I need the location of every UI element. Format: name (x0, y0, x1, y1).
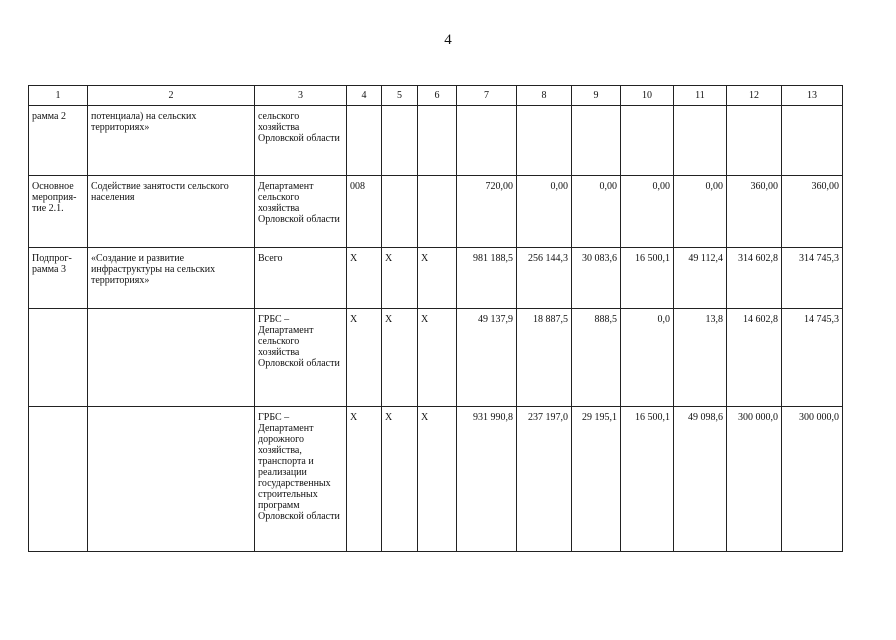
cell (572, 106, 621, 176)
header-cell: 3 (255, 86, 347, 106)
cell: Департамент сельского хозяйства Орловской области (255, 176, 347, 248)
cell: 360,00 (727, 176, 782, 248)
header-cell: 5 (382, 86, 418, 106)
header-cell: 12 (727, 86, 782, 106)
cell: рамма 2 (29, 106, 88, 176)
cell: X (347, 309, 382, 407)
cell: «Создание и развитие инфраструктуры на сельских территориях» (88, 248, 255, 309)
cell (88, 407, 255, 552)
cell: 300 000,0 (727, 407, 782, 552)
cell (782, 106, 843, 176)
cell: X (347, 407, 382, 552)
table-row (29, 309, 843, 407)
header-cell: 10 (621, 86, 674, 106)
cell: 30 083,6 (572, 248, 621, 309)
cell: 360,00 (782, 176, 843, 248)
cell: 256 144,3 (517, 248, 572, 309)
header-cell: 8 (517, 86, 572, 106)
cell: 888,5 (572, 309, 621, 407)
header-cell: 6 (418, 86, 457, 106)
header-cell: 11 (674, 86, 727, 106)
header-cell: 7 (457, 86, 517, 106)
cell: 314 602,8 (727, 248, 782, 309)
cell (347, 106, 382, 176)
cell: X (418, 309, 457, 407)
cell: 0,00 (621, 176, 674, 248)
cell: 49 098,6 (674, 407, 727, 552)
cell: X (347, 248, 382, 309)
cell: X (418, 248, 457, 309)
cell (418, 106, 457, 176)
cell (674, 106, 727, 176)
cell: 16 500,1 (621, 407, 674, 552)
header-cell: 2 (88, 86, 255, 106)
cell: 008 (347, 176, 382, 248)
cell: 720,00 (457, 176, 517, 248)
cell: 49 112,4 (674, 248, 727, 309)
cell (88, 309, 255, 407)
cell: 0,00 (674, 176, 727, 248)
table-header-row (29, 86, 843, 106)
cell: X (382, 248, 418, 309)
header-cell: 1 (29, 86, 88, 106)
cell: 16 500,1 (621, 248, 674, 309)
cell: 14 602,8 (727, 309, 782, 407)
table-row (29, 106, 843, 176)
cell (457, 106, 517, 176)
cell (621, 106, 674, 176)
cell: ГРБС – Департамент сельского хозяйства Орловской области (255, 309, 347, 407)
cell: потенциала) на сельских территориях» (88, 106, 255, 176)
cell: X (382, 407, 418, 552)
cell: сельского хозяйства Орловской области (255, 106, 347, 176)
table-row (29, 176, 843, 248)
cell (418, 176, 457, 248)
table-row (29, 248, 843, 309)
page-number: 4 (444, 32, 452, 48)
cell: 314 745,3 (782, 248, 843, 309)
cell: 13,8 (674, 309, 727, 407)
cell: 237 197,0 (517, 407, 572, 552)
cell: 981 188,5 (457, 248, 517, 309)
cell: 18 887,5 (517, 309, 572, 407)
cell (29, 407, 88, 552)
cell: Основное мероприя-тие 2.1. (29, 176, 88, 248)
cell: Содействие занятости сельского населения (88, 176, 255, 248)
cell: Всего (255, 248, 347, 309)
budget-table (28, 85, 843, 552)
cell (382, 106, 418, 176)
cell: Подпрог-рамма 3 (29, 248, 88, 309)
cell (29, 309, 88, 407)
cell: 0,00 (572, 176, 621, 248)
cell: X (418, 407, 457, 552)
cell: X (382, 309, 418, 407)
cell (382, 176, 418, 248)
header-cell: 9 (572, 86, 621, 106)
cell: 14 745,3 (782, 309, 843, 407)
cell: 29 195,1 (572, 407, 621, 552)
cell: 931 990,8 (457, 407, 517, 552)
table-row (29, 407, 843, 552)
header-cell: 4 (347, 86, 382, 106)
cell (517, 106, 572, 176)
cell (727, 106, 782, 176)
cell: 0,0 (621, 309, 674, 407)
cell: 300 000,0 (782, 407, 843, 552)
cell: 0,00 (517, 176, 572, 248)
cell: ГРБС – Департамент дорожного хозяйства, транспорта и реализации государственных строительных программ Орловской области (255, 407, 347, 552)
header-cell: 13 (782, 86, 843, 106)
cell: 49 137,9 (457, 309, 517, 407)
